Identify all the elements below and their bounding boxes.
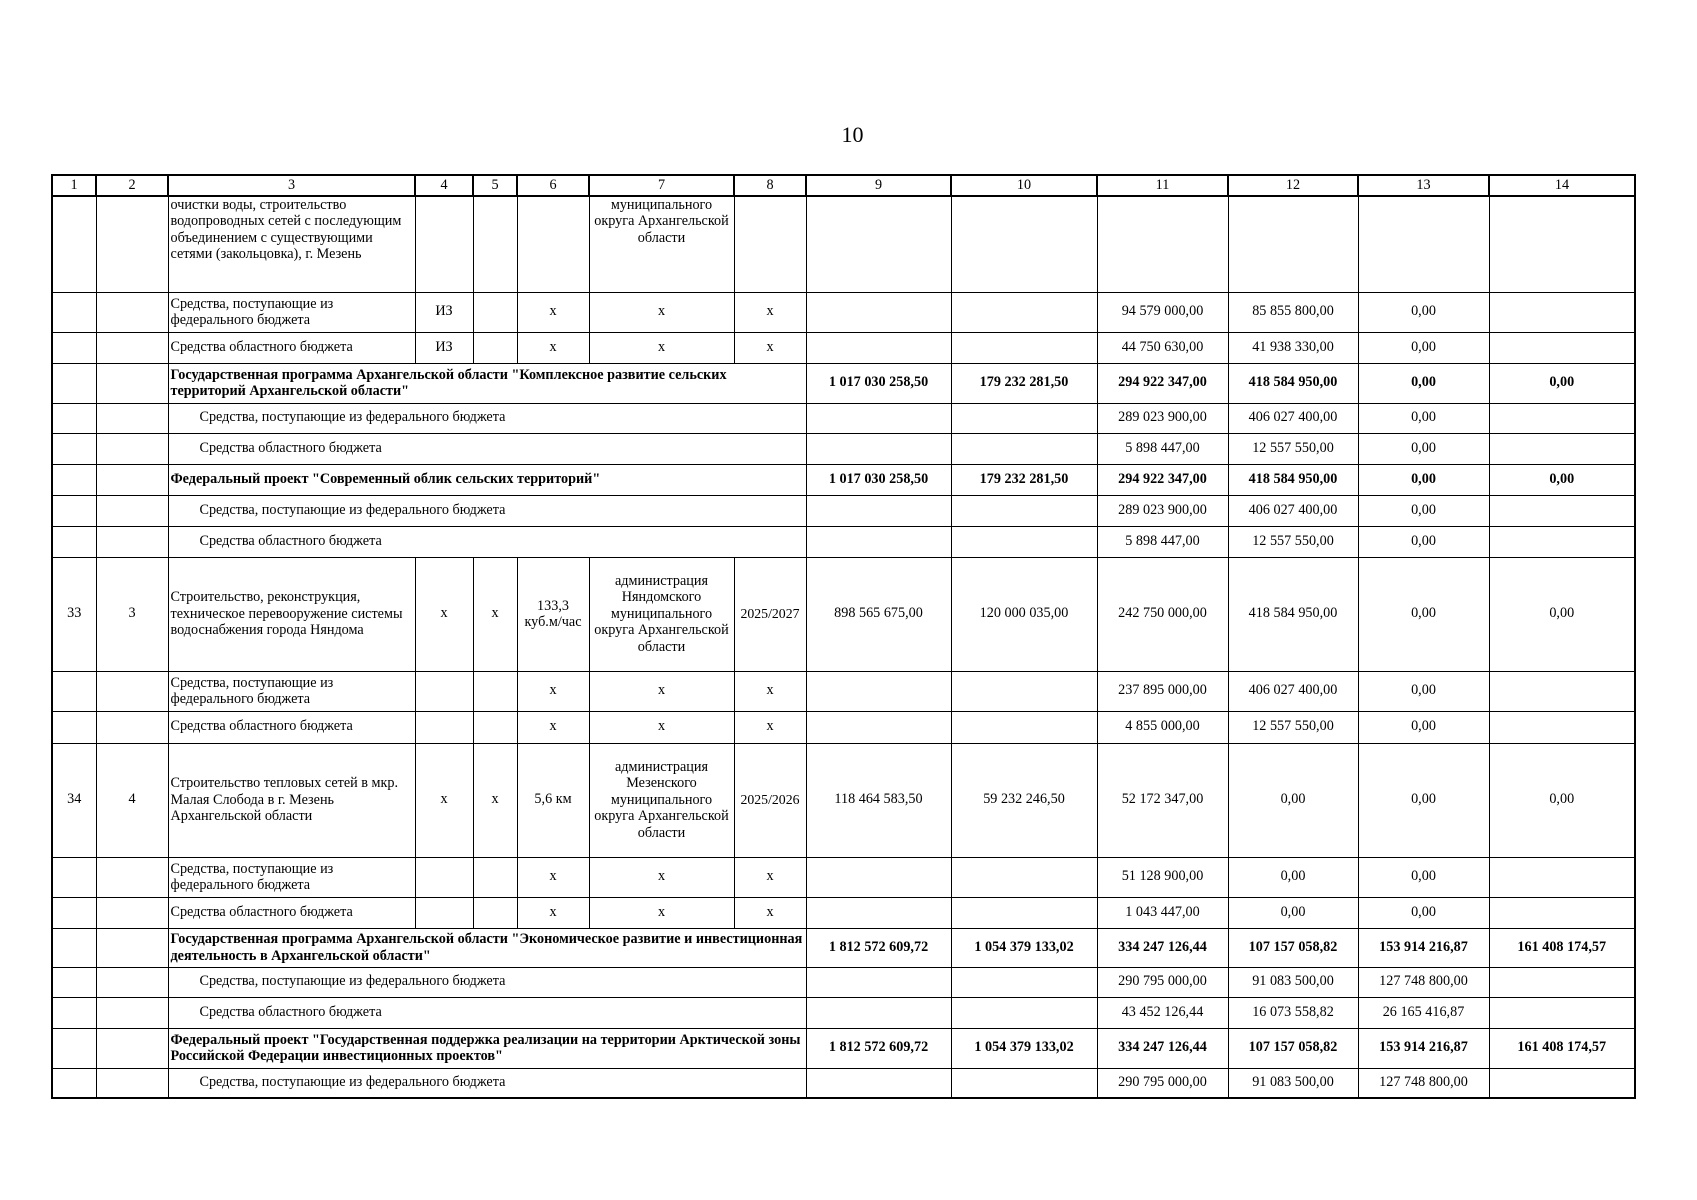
table-row	[52, 403, 1635, 433]
cell-year-2025: 44 750 630,00	[1097, 332, 1228, 363]
cell-col5	[473, 332, 517, 363]
cell-total-cost	[806, 671, 951, 711]
cell-total-cost: 1 017 030 258,50	[806, 363, 951, 403]
cell-year-2025: 334 247 126,44	[1097, 928, 1228, 967]
column-header: 7	[589, 175, 734, 196]
cell-customer: х	[589, 897, 734, 928]
cell-capacity: х	[517, 671, 589, 711]
column-header: 9	[806, 175, 951, 196]
cell-balance	[951, 292, 1097, 332]
column-header: 10	[951, 175, 1097, 196]
funding-source-label: Средства областного бюджета	[168, 997, 806, 1028]
cell-year-2025: 294 922 347,00	[1097, 464, 1228, 495]
cell-total-cost	[806, 495, 951, 526]
program-total-row	[52, 363, 1635, 403]
cell-year-2027: 0,00	[1358, 363, 1489, 403]
column-header: 13	[1358, 175, 1489, 196]
cell-col4	[415, 857, 473, 897]
funding-source-label: Средства, поступающие из федерального бюджета	[168, 671, 415, 711]
cell-capacity	[517, 196, 589, 292]
row-number	[52, 196, 96, 292]
table-row	[52, 711, 1635, 743]
cell-balance: 179 232 281,50	[951, 363, 1097, 403]
cell-year-2028	[1489, 897, 1635, 928]
cell-year-2027: 127 748 800,00	[1358, 967, 1489, 997]
cell-capacity: х	[517, 897, 589, 928]
cell-year-2027: 0,00	[1358, 711, 1489, 743]
cell-year-2025: 294 922 347,00	[1097, 363, 1228, 403]
program-number	[96, 196, 168, 292]
column-header: 1	[52, 175, 96, 196]
cell-year-2027: 0,00	[1358, 332, 1489, 363]
cell-balance	[951, 332, 1097, 363]
cell-year-2026: 0,00	[1228, 743, 1358, 857]
cell-balance	[951, 495, 1097, 526]
cell-year-2027: 0,00	[1358, 671, 1489, 711]
column-header: 2	[96, 175, 168, 196]
table-row	[52, 332, 1635, 363]
item-name: Строительство, реконструкция, техническое перевооружение системы водоснабжения города Няндома	[168, 557, 415, 671]
cell-balance: 1 054 379 133,02	[951, 1028, 1097, 1068]
cell-year-2027: 0,00	[1358, 557, 1489, 671]
cell-year-2026: 12 557 550,00	[1228, 433, 1358, 464]
budget-table	[51, 174, 1636, 1099]
cell-year-2028	[1489, 495, 1635, 526]
funding-source-label: Средства, поступающие из федерального бюджета	[168, 403, 806, 433]
cell-year-2025: 289 023 900,00	[1097, 403, 1228, 433]
cell-year-2026: 418 584 950,00	[1228, 363, 1358, 403]
cell-capacity: х	[517, 711, 589, 743]
cell-col4	[415, 671, 473, 711]
cell-total-cost	[806, 403, 951, 433]
cell-year-2025: 1 043 447,00	[1097, 897, 1228, 928]
cell-capacity: х	[517, 332, 589, 363]
project-row	[52, 743, 1635, 857]
cell-total-cost: 118 464 583,50	[806, 743, 951, 857]
column-header: 4	[415, 175, 473, 196]
cell-customer: администрация Мезенского муниципального округа Архангельской области	[589, 743, 734, 857]
cell-balance	[951, 897, 1097, 928]
cell-year-2028: 0,00	[1489, 464, 1635, 495]
program-title: Государственная программа Архангельской области "Экономическое развитие и инвестиционная деятельность в Архангельской области"	[168, 928, 806, 967]
cell-year-2028: 0,00	[1489, 363, 1635, 403]
cell-total-cost	[806, 1068, 951, 1098]
cell-year-2027: 0,00	[1358, 526, 1489, 557]
cell-year-2027	[1358, 196, 1489, 292]
cell-col4: х	[415, 557, 473, 671]
cell-period	[734, 196, 806, 292]
cell-year-2025: 5 898 447,00	[1097, 526, 1228, 557]
cell-capacity: 133,3 куб.м/час	[517, 557, 589, 671]
cell-year-2026: 85 855 800,00	[1228, 292, 1358, 332]
cell-total-cost	[806, 897, 951, 928]
cell-balance	[951, 671, 1097, 711]
cell-customer: муниципального округа Архангельской области	[589, 196, 734, 292]
cell-year-2028	[1489, 997, 1635, 1028]
cell-year-2026: 0,00	[1228, 897, 1358, 928]
cell-year-2027: 0,00	[1358, 897, 1489, 928]
cell-year-2025: 5 898 447,00	[1097, 433, 1228, 464]
cell-period: х	[734, 857, 806, 897]
cell-balance	[951, 711, 1097, 743]
cell-col4	[415, 196, 473, 292]
cell-year-2026: 12 557 550,00	[1228, 526, 1358, 557]
cell-year-2026: 16 073 558,82	[1228, 997, 1358, 1028]
cell-year-2025	[1097, 196, 1228, 292]
cell-year-2028	[1489, 433, 1635, 464]
cell-year-2025: 4 855 000,00	[1097, 711, 1228, 743]
federal-project-row	[52, 464, 1635, 495]
cell-year-2026: 91 083 500,00	[1228, 1068, 1358, 1098]
cell-year-2026: 406 027 400,00	[1228, 495, 1358, 526]
table-row	[52, 433, 1635, 464]
funding-source-label: Средства, поступающие из федерального бюджета	[168, 857, 415, 897]
cell-total-cost	[806, 526, 951, 557]
project-row	[52, 557, 1635, 671]
cell-year-2028	[1489, 196, 1635, 292]
cell-year-2027: 0,00	[1358, 433, 1489, 464]
cell-year-2025: 334 247 126,44	[1097, 1028, 1228, 1068]
cell-col5	[473, 857, 517, 897]
table-row	[52, 997, 1635, 1028]
cell-year-2025: 43 452 126,44	[1097, 997, 1228, 1028]
cell-col5	[473, 292, 517, 332]
table-row	[52, 196, 1635, 292]
funding-source-label: Средства областного бюджета	[168, 332, 415, 363]
cell-col4: ИЗ	[415, 332, 473, 363]
cell-balance: 179 232 281,50	[951, 464, 1097, 495]
item-name: Строительство тепловых сетей в мкр. Малая Слобода в г. Мезень Архангельской области	[168, 743, 415, 857]
cell-year-2025: 52 172 347,00	[1097, 743, 1228, 857]
table-row	[52, 1068, 1635, 1098]
cell-col5	[473, 196, 517, 292]
cell-year-2028	[1489, 526, 1635, 557]
cell-period: 2025/2027	[734, 557, 806, 671]
column-header: 11	[1097, 175, 1228, 196]
table-row	[52, 526, 1635, 557]
cell-col5: х	[473, 743, 517, 857]
cell-col4: х	[415, 743, 473, 857]
cell-period: х	[734, 671, 806, 711]
row-number: 33	[52, 557, 96, 671]
cell-year-2028	[1489, 857, 1635, 897]
cell-customer: администрация Няндомского муниципального округа Архангельской области	[589, 557, 734, 671]
column-header: 8	[734, 175, 806, 196]
funding-source-label: Средства, поступающие из федерального бюджета	[168, 292, 415, 332]
table-row	[52, 495, 1635, 526]
cell-year-2028	[1489, 1068, 1635, 1098]
federal-project-title: Федеральный проект "Современный облик сельских территорий"	[168, 464, 806, 495]
table-row	[52, 897, 1635, 928]
cell-year-2027: 26 165 416,87	[1358, 997, 1489, 1028]
cell-year-2025: 51 128 900,00	[1097, 857, 1228, 897]
cell-total-cost	[806, 332, 951, 363]
cell-total-cost	[806, 711, 951, 743]
cell-year-2026: 0,00	[1228, 857, 1358, 897]
cell-year-2026: 418 584 950,00	[1228, 557, 1358, 671]
cell-balance	[951, 967, 1097, 997]
cell-year-2028: 0,00	[1489, 743, 1635, 857]
row-number: 34	[52, 743, 96, 857]
cell-year-2028	[1489, 403, 1635, 433]
cell-balance	[951, 526, 1097, 557]
cell-year-2028	[1489, 332, 1635, 363]
cell-year-2025: 94 579 000,00	[1097, 292, 1228, 332]
cell-period: 2025/2026	[734, 743, 806, 857]
funding-source-label: Средства областного бюджета	[168, 433, 806, 464]
column-header-row	[52, 175, 1635, 196]
cell-col5	[473, 671, 517, 711]
cell-year-2027: 0,00	[1358, 464, 1489, 495]
column-header: 3	[168, 175, 415, 196]
funding-source-label: Средства, поступающие из федерального бюджета	[168, 495, 806, 526]
cell-total-cost	[806, 967, 951, 997]
cell-year-2026: 418 584 950,00	[1228, 464, 1358, 495]
cell-col5: х	[473, 557, 517, 671]
item-name: очистки воды, строительство водопроводных сетей с последующим объединением с существующими сетями (закольцовка), г. Мезень	[168, 196, 415, 292]
cell-period: х	[734, 897, 806, 928]
column-header: 14	[1489, 175, 1635, 196]
cell-year-2025: 290 795 000,00	[1097, 1068, 1228, 1098]
cell-year-2026: 41 938 330,00	[1228, 332, 1358, 363]
cell-total-cost: 1 812 572 609,72	[806, 1028, 951, 1068]
column-header: 6	[517, 175, 589, 196]
cell-year-2026	[1228, 196, 1358, 292]
cell-balance	[951, 196, 1097, 292]
cell-year-2028	[1489, 711, 1635, 743]
cell-year-2027: 0,00	[1358, 292, 1489, 332]
cell-customer: х	[589, 292, 734, 332]
cell-year-2025: 242 750 000,00	[1097, 557, 1228, 671]
cell-balance: 1 054 379 133,02	[951, 928, 1097, 967]
cell-customer: х	[589, 711, 734, 743]
cell-year-2027: 127 748 800,00	[1358, 1068, 1489, 1098]
cell-year-2026: 12 557 550,00	[1228, 711, 1358, 743]
column-header: 5	[473, 175, 517, 196]
cell-total-cost	[806, 433, 951, 464]
table-row	[52, 671, 1635, 711]
program-total-row	[52, 928, 1635, 967]
cell-year-2028: 161 408 174,57	[1489, 928, 1635, 967]
cell-balance: 120 000 035,00	[951, 557, 1097, 671]
cell-balance	[951, 403, 1097, 433]
cell-year-2026: 107 157 058,82	[1228, 928, 1358, 967]
cell-year-2025: 289 023 900,00	[1097, 495, 1228, 526]
cell-balance	[951, 1068, 1097, 1098]
cell-year-2026: 107 157 058,82	[1228, 1028, 1358, 1068]
cell-balance	[951, 433, 1097, 464]
cell-customer: х	[589, 671, 734, 711]
funding-source-label: Средства областного бюджета	[168, 526, 806, 557]
program-title: Государственная программа Архангельской области "Комплексное развитие сельских территорий Архангельской области"	[168, 363, 806, 403]
federal-project-row	[52, 1028, 1635, 1068]
cell-year-2027: 153 914 216,87	[1358, 1028, 1489, 1068]
cell-year-2028: 161 408 174,57	[1489, 1028, 1635, 1068]
cell-year-2028: 0,00	[1489, 557, 1635, 671]
cell-total-cost	[806, 292, 951, 332]
cell-customer: х	[589, 332, 734, 363]
program-number: 3	[96, 557, 168, 671]
cell-year-2026: 91 083 500,00	[1228, 967, 1358, 997]
cell-capacity: х	[517, 292, 589, 332]
cell-year-2027: 0,00	[1358, 403, 1489, 433]
cell-year-2028	[1489, 967, 1635, 997]
cell-total-cost: 1 812 572 609,72	[806, 928, 951, 967]
cell-year-2027: 0,00	[1358, 743, 1489, 857]
table-row	[52, 857, 1635, 897]
cell-capacity: х	[517, 857, 589, 897]
cell-year-2025: 290 795 000,00	[1097, 967, 1228, 997]
federal-project-title: Федеральный проект "Государственная поддержка реализации на территории Арктической зоны Российской Федерации инвестиционных проектов"	[168, 1028, 806, 1068]
table-row	[52, 967, 1635, 997]
cell-period: х	[734, 332, 806, 363]
funding-source-label: Средства областного бюджета	[168, 897, 415, 928]
cell-year-2026: 406 027 400,00	[1228, 403, 1358, 433]
cell-year-2026: 406 027 400,00	[1228, 671, 1358, 711]
funding-source-label: Средства, поступающие из федерального бюджета	[168, 1068, 806, 1098]
cell-year-2027: 0,00	[1358, 857, 1489, 897]
cell-total-cost	[806, 196, 951, 292]
cell-customer: х	[589, 857, 734, 897]
column-header: 12	[1228, 175, 1358, 196]
cell-balance	[951, 997, 1097, 1028]
cell-col4: ИЗ	[415, 292, 473, 332]
cell-year-2025: 237 895 000,00	[1097, 671, 1228, 711]
cell-total-cost: 898 565 675,00	[806, 557, 951, 671]
page-number: 10	[841, 122, 864, 147]
cell-balance: 59 232 246,50	[951, 743, 1097, 857]
cell-total-cost	[806, 857, 951, 897]
cell-year-2028	[1489, 671, 1635, 711]
cell-balance	[951, 857, 1097, 897]
cell-col5	[473, 897, 517, 928]
cell-year-2027: 0,00	[1358, 495, 1489, 526]
cell-year-2027: 153 914 216,87	[1358, 928, 1489, 967]
cell-total-cost	[806, 997, 951, 1028]
cell-total-cost: 1 017 030 258,50	[806, 464, 951, 495]
funding-source-label: Средства областного бюджета	[168, 711, 415, 743]
cell-capacity: 5,6 км	[517, 743, 589, 857]
table-row	[52, 292, 1635, 332]
cell-col5	[473, 711, 517, 743]
cell-period: х	[734, 711, 806, 743]
funding-source-label: Средства, поступающие из федерального бюджета	[168, 967, 806, 997]
cell-col4	[415, 897, 473, 928]
cell-period: х	[734, 292, 806, 332]
program-number: 4	[96, 743, 168, 857]
cell-year-2028	[1489, 292, 1635, 332]
cell-col4	[415, 711, 473, 743]
